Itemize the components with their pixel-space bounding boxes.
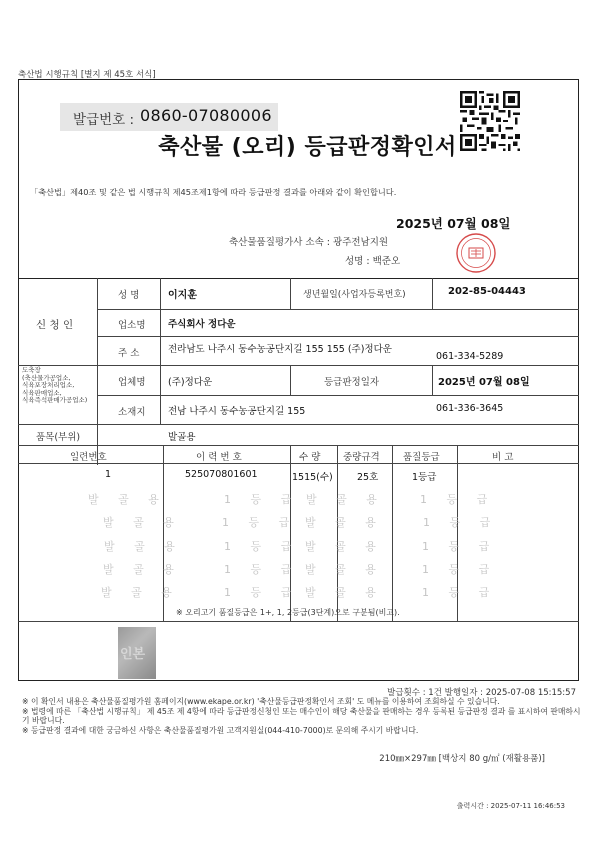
watermark-text: 1 등 급 <box>224 540 300 553</box>
slaughter-company-label: 업체명 <box>118 377 146 388</box>
watermark-text: 발 골 용 <box>305 516 384 529</box>
watermark-text: 1 등 급 <box>224 493 300 506</box>
col-header-grade: 품질등급 <box>403 452 440 463</box>
biz-no: 202-85-04443 <box>448 286 526 297</box>
notes-block <box>22 697 582 735</box>
watermark-text: 1 등 급 <box>224 563 300 576</box>
table-top-rule <box>18 278 579 279</box>
paper-spec: 210㎜×297㎜ [백상지 80 g/㎡ (재활용품)] <box>379 754 545 764</box>
watermark-text: 1 등 급 <box>222 516 298 529</box>
watermark-text: 발 골 용 <box>103 563 182 576</box>
address-label: 주 소 <box>118 348 140 359</box>
location-label: 소재지 <box>118 407 146 418</box>
watermark-text: 1 등 급 <box>420 493 496 506</box>
col-header-seq: 일련번호 <box>70 452 107 463</box>
issue-date: 2025년 07월 08일 <box>396 216 511 231</box>
watermark-text: 발 골 용 <box>305 586 384 599</box>
watermark-text: 발 골 용 <box>101 586 180 599</box>
col-header-remark: 비 고 <box>492 452 514 463</box>
applicant-company: 주식회사 정다운 <box>168 319 236 330</box>
grading-date-label: 등급판정일자 <box>324 377 380 388</box>
slaughter-company: (주)정다운 <box>168 377 213 388</box>
table-rule <box>97 336 579 337</box>
watermark-text: 1 등 급 <box>224 586 300 599</box>
document-title: 축산물 (오리) 등급판정확인서 <box>158 135 457 160</box>
official-seal <box>455 232 497 274</box>
watermark-text: 발 골 용 <box>103 516 182 529</box>
intro-text: 「축산법」제40조 및 같은 법 시행규칙 제45조제1항에 따라 등급판정 결과를 아래와 같이 확인합니다. <box>30 187 397 197</box>
grader-name: 성명 : 백준오 <box>345 256 401 267</box>
biz-no-label: 생년월일(사업자등록번호) <box>303 290 406 300</box>
watermark-text: 발 골 용 <box>306 493 385 506</box>
issue-number-label: 발급번호 : <box>73 112 135 128</box>
table-divider <box>290 365 291 395</box>
col-header-trace: 이 력 번 호 <box>196 452 242 463</box>
issue-number: 0860-07080006 <box>140 106 272 125</box>
watermark-text: 1 등 급 <box>423 516 499 529</box>
col-header-weight: 중량규격 <box>343 452 380 463</box>
table-rule <box>18 621 579 622</box>
watermark-text: 발 골 용 <box>305 540 384 553</box>
table-divider <box>160 278 161 424</box>
row-trace-no: 525070801601 <box>185 469 258 480</box>
table-rule <box>18 424 579 425</box>
table-rule <box>18 365 579 366</box>
category-label: 품목(부위) <box>36 432 81 443</box>
watermark-text: 발 골 용 <box>305 563 384 576</box>
note-item: ※ 법령에 따른 「축산법 시행규칙」 제 45조 제 4항에 따라 등급판정신청인 또는 매수인이 해당 축산물을 판매하는 경우 등록된 등급판정 결과 를 표시하여 판매하시기 바랍니다. <box>22 706 581 726</box>
row-weight: 25호 <box>357 472 379 483</box>
slaughter-phone: 061-336-3645 <box>436 403 504 414</box>
table-divider <box>290 278 291 309</box>
slaughter-address: 전남 나주시 동수농공단지길 155 <box>168 406 306 417</box>
grader-organization: 축산물품질평가사 소속 : 광주전남지원 <box>229 237 389 248</box>
watermark-text: 1 등 급 <box>422 586 498 599</box>
table-divider <box>392 445 393 621</box>
note-item: ※ 등급판정 결과에 대한 궁금하신 사항은 축산물품질평가원 고객지원실(044-410-7000)로 문의해 주시기 바랍니다. <box>22 725 419 735</box>
table-divider <box>432 278 433 309</box>
table-rule <box>18 463 579 464</box>
table-rule <box>97 395 579 396</box>
col-header-qty: 수 량 <box>299 452 321 463</box>
note-item: ※ 이 확인서 내용은 축산물품질평가원 홈페이지(www.ekape.or.kr) '축산물등급판정확인서 조회' 도 메뉴를 이용하여 조회하실 수 있습니다. <box>22 697 500 706</box>
grade-note: ※ 오리고기 품질등급은 1+, 1, 2등급(3단계)으로 구분됨(비고). <box>176 608 400 617</box>
watermark-text: 발 골 용 <box>104 540 183 553</box>
stamp-text: 인본 <box>120 647 146 662</box>
watermark-text: 발 골 용 <box>88 493 167 506</box>
table-divider <box>97 278 98 465</box>
row-grade: 1등급 <box>412 472 437 483</box>
watermark-text: 1 등 급 <box>422 540 498 553</box>
row-quantity: 1515(수) <box>292 472 333 483</box>
company-label: 업소명 <box>118 320 146 331</box>
category-value: 발골용 <box>168 432 196 443</box>
grading-date: 2025년 07월 08일 <box>438 377 530 388</box>
form-reference: 축산법 시행규칙 [별지 제 45호 서식] <box>18 70 156 80</box>
applicant-name: 이지훈 <box>168 290 197 301</box>
sample-stamp-image <box>118 627 156 679</box>
print-time: 출력시간 : 2025-07-11 16:46:53 <box>456 802 565 810</box>
table-divider <box>432 365 433 395</box>
issue-count-line: 발급횟수 : 1건 발행일자 : 2025-07-08 15:15:57 <box>387 688 576 698</box>
row-seq: 1 <box>105 469 112 480</box>
applicant-section-label: 신 청 인 <box>36 319 74 331</box>
applicant-phone: 061-334-5289 <box>436 351 504 362</box>
qr-code-icon <box>460 90 520 152</box>
table-rule <box>97 309 579 310</box>
table-rule <box>18 445 579 446</box>
watermark-text: 1 등 급 <box>422 563 498 576</box>
slaughterhouse-section-label: 도축장 (축산물가공업소, 식육포장처리업소, 식육판매업소, 식육즉석판매가공업소) <box>22 366 88 405</box>
name-label: 성 명 <box>118 290 140 301</box>
applicant-address: 전라남도 나주시 동수농공단지길 155 155 (주)정다운 <box>168 344 392 355</box>
